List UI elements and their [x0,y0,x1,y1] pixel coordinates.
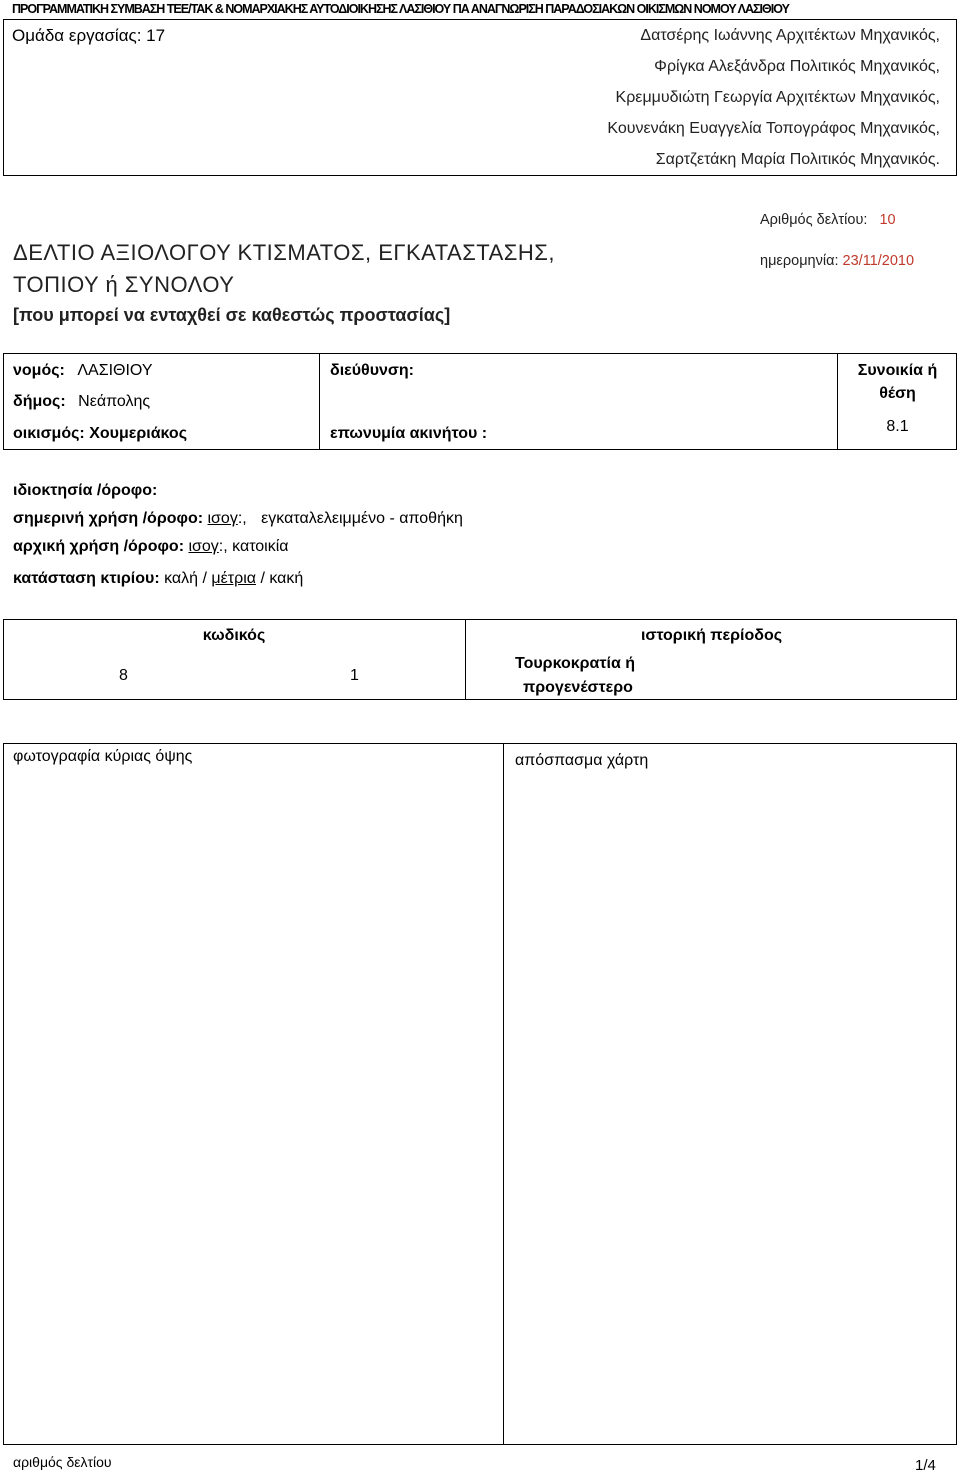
neighborhood-label-1: Συνοικία ή [857,362,938,379]
prefecture-field [13,362,153,380]
building-condition [13,570,303,588]
sheet-date [760,253,914,269]
prefecture-value: ΛΑΣΙΘΙΟΥ [77,362,153,379]
current-use-sep: :, [237,510,247,527]
condition-label: κατάσταση κτιρίου: [13,570,160,587]
current-use-label: σημερινή χρήση /όροφο: [13,510,204,527]
date-value: 23/11/2010 [842,253,915,269]
sheet-number-label: Αριθμός δελτίου: [760,212,868,228]
prefecture-label: νομός: [13,362,65,379]
original-use-value: :, κατοικία [218,538,289,555]
form-title-line1: ΔΕΛΤΙΟ ΑΞΙΟΛΟΓΟΥ ΚΤΙΣΜΑΤΟΣ, ΕΓΚΑΤΑΣΤΑΣΗΣ, [13,240,555,265]
address-label: διεύθυνση: [330,362,414,379]
program-header: ΠΡΟΓΡΑΜΜΑΤΙΚΗ ΣΥΜΒΑΣΗ ΤΕΕ/ΤΑΚ & ΝΟΜΑΡΧΙΑΚΗΣ ΑΥΤΟΔΙΟΙΚΗΣΗΣ ΛΑΣΙΘΙΟΥ ΠΑ ΑΝΑΓΝΩΡΙΣΗ ΠΑΡΑΔΟΣΙΑΚΩΝ ΟΙΚΙΣΜΩΝ ΝΟΜΟΥ ΛΑΣΙΘΙΟΥ [12,2,789,16]
period-value-line1: Τουρκοκρατία ή [515,655,636,672]
municipality-field [13,393,150,411]
original-use-floor: ισογ [188,538,219,555]
divider [319,353,320,450]
team-label: Ομάδα εργασίας: 17 [12,26,166,45]
page-number: 1/4 [915,1457,936,1474]
condition-bad: / κακή [260,570,304,587]
divider [503,743,504,1445]
condition-good: καλή / [164,570,207,587]
code-part-2: 1 [350,667,359,684]
current-use-value: εγκαταλελειμμένο - αποθήκη [261,510,463,527]
team-member: Κρεμμυδιώτη Γεωργία Αρχιτέκτων Μηχανικός, [615,89,940,106]
municipality-label: δήμος: [13,393,66,410]
current-use [13,510,463,528]
map-excerpt-label: απόσπασμα χάρτη [515,752,649,769]
ownership-label: ιδιοκτησία /όροφο: [13,482,158,499]
team-member: Κουνενάκη Ευαγγελία Τοπογράφος Μηχανικός, [607,120,940,137]
sheet-number [760,212,896,228]
current-use-floor: ισογ [207,510,238,527]
original-use-label: αρχική χρήση /όροφο: [13,538,185,555]
footer-sheet-label: αριθμός δελτίου [13,1454,112,1470]
form-subtitle: [που μπορεί να ενταχθεί σε καθεστώς προστασίας] [13,305,451,325]
code-label: κωδικός [202,627,266,644]
facade-photo-label: φωτογραφία κύριας όψης [13,748,193,765]
period-value-line2: προγενέστερο [523,679,633,696]
photo-map-box [3,743,957,1445]
team-member: Δατσέρης Ιωάννης Αρχιτέκτων Μηχανικός, [640,27,940,44]
neighborhood-value: 8.1 [886,418,909,435]
original-use [13,538,289,556]
settlement-value: Χουμεριάκος [89,425,188,442]
team-member: Σαρτζετάκη Μαρία Πολιτικός Μηχανικός. [655,151,940,168]
neighborhood-label-2: θέση [879,385,916,402]
condition-medium: μέτρια [211,570,256,587]
form-title-line2: ΤΟΠΙΟΥ ή ΣΥΝΟΛΟΥ [13,272,235,297]
property-name-label: επωνυμία ακινήτου : [330,425,488,442]
settlement-label: οικισμός: [13,425,85,442]
team-member: Φρίγκα Αλεξάνδρα Πολιτικός Μηχανικός, [654,58,940,75]
code-part-1: 8 [119,667,128,684]
date-label: ημερομηνία: [760,253,839,269]
sheet-number-value: 10 [879,212,896,228]
period-label: ιστορική περίοδος [640,627,783,644]
settlement-field [13,425,187,443]
municipality-value: Νεάπολης [78,393,151,410]
